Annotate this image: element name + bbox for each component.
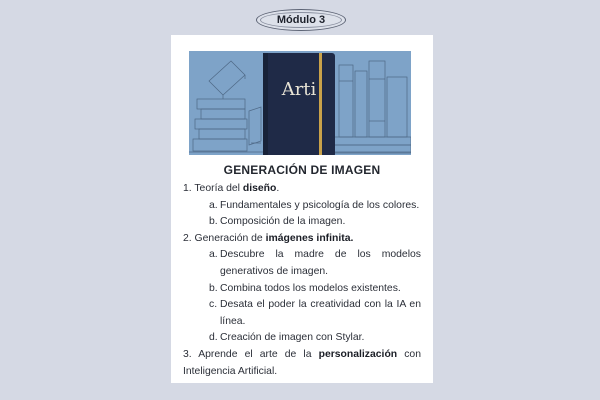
- outline-item-2-emphasis: imágenes infinita.: [265, 232, 354, 244]
- bookmark-ribbon: [319, 53, 322, 155]
- book-illustration: [189, 51, 411, 155]
- outline-item-1-emphasis: diseño: [242, 183, 277, 194]
- outline-item-1: 1. Teoría del diseño.: [183, 183, 280, 194]
- outline-item-3-emphasis: personalización: [318, 348, 398, 360]
- outline-subitem-1a: a. Fundamentales y psicología de los colores.: [209, 199, 420, 211]
- outline-item-2: 2. Generación de imágenes infinita.: [183, 232, 354, 244]
- module-card: [171, 35, 433, 383]
- section-title: GENERACIÓN DE IMAGEN: [223, 163, 381, 177]
- outline-list: [183, 181, 421, 380]
- module-label: Módulo 3: [276, 14, 326, 26]
- outline-item-3: 3. Aprende el arte de la personalización con Inteligencia Artificial.: [183, 348, 421, 377]
- outline-subitem-2d: d. Creación de imagen con Stylar.: [209, 332, 365, 344]
- book-title-text: Arti: [281, 79, 317, 100]
- module-badge: [256, 9, 346, 31]
- outline-subitem-2a: a. Descubre la madre de los modelos generativos de imagen.: [209, 249, 421, 277]
- hero-image: [189, 51, 411, 155]
- outline-subitem-2b: b. Combina todos los modelos existentes.: [209, 282, 401, 294]
- book-cover: [263, 53, 335, 155]
- outline-subitem-2c: c. Desata el poder la creatividad con la IA en línea.: [209, 299, 421, 327]
- outline-subitem-1b: b. Composición de la imagen.: [209, 216, 346, 228]
